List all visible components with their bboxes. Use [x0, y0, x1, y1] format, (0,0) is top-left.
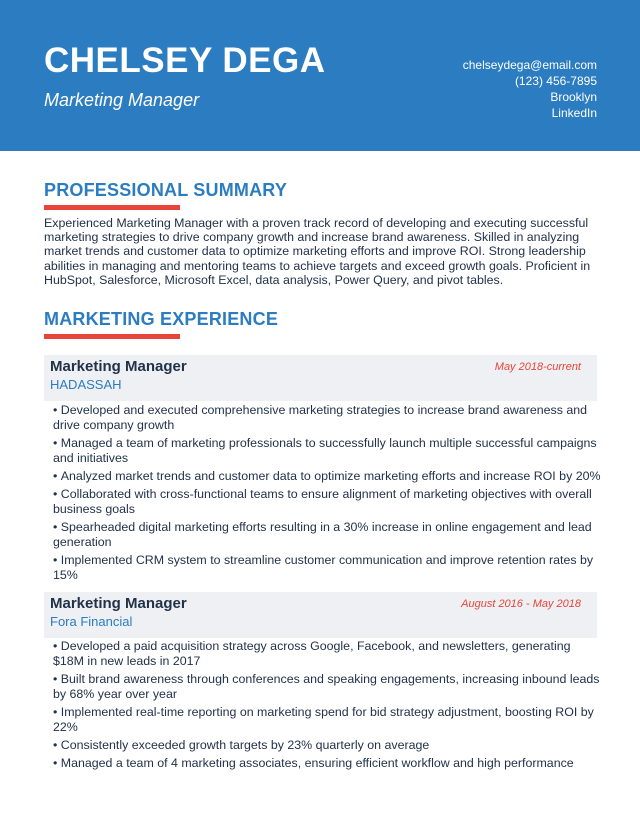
job-bullet: • Collaborated with cross-functional teams to ensure alignment of marketing objectives with overall business goals — [53, 487, 603, 517]
resume-header — [0, 0, 640, 151]
contact-location: Brooklyn — [550, 90, 597, 104]
job-bullet: • Managed a team of 4 marketing associates, ensuring efficient workflow and high performance — [53, 756, 603, 771]
candidate-name: CHELSEY DEGA — [44, 41, 326, 80]
job-bullets — [53, 403, 603, 586]
job-bullet: • Developed and executed comprehensive marketing strategies to increase brand awareness and drive company growth — [53, 403, 603, 433]
contact-phone: (123) 456-7895 — [514, 74, 597, 88]
job-header — [44, 355, 597, 401]
contact-linkedin: LinkedIn — [551, 106, 597, 120]
job-bullet: • Built brand awareness through conferences and speaking engagements, increasing inbound leads by 68% year over year — [53, 672, 603, 702]
summary-text: Experienced Marketing Manager with a proven track record of developing and executing successful marketing strategies to drive company growth and increase brand awareness. Skilled in analyzing market trends and customer data to optimize marketing efforts and improve ROI. Strong leadership abilities in managing and mentoring teams to achieve targets and exceed growth goals. Proficient in HubSpot, Salesforce, Microsoft Excel, data analysis, Power Query, and pivot tables. — [44, 216, 591, 287]
job-bullet: • Implemented real-time reporting on marketing spend for bid strategy adjustment, boosting ROI by 22% — [53, 705, 603, 735]
experience-heading: MARKETING EXPERIENCE — [44, 309, 279, 329]
summary-underline — [44, 205, 180, 210]
candidate-title: Marketing Manager — [44, 90, 200, 110]
contact-block — [463, 57, 597, 121]
job-dates: May 2018-current — [494, 361, 581, 373]
job-dates: August 2016 - May 2018 — [461, 598, 581, 610]
job-role: Marketing Manager — [50, 595, 187, 612]
job-bullets — [53, 639, 603, 774]
summary-heading: PROFESSIONAL SUMMARY — [44, 180, 288, 200]
job-role: Marketing Manager — [50, 358, 187, 375]
job-bullet: • Implemented CRM system to streamline customer communication and improve retention rates by 15% — [53, 553, 603, 583]
contact-email: chelseydega@email.com — [462, 58, 597, 72]
job-bullet: • Spearheaded digital marketing efforts resulting in a 30% increase in online engagement and lead generation — [53, 520, 603, 550]
experience-underline — [44, 334, 180, 339]
job-bullet: • Analyzed market trends and customer data to optimize marketing efforts and increase ROI by 20% — [53, 469, 603, 484]
job-header — [44, 592, 597, 638]
job-company: HADASSAH — [50, 377, 122, 392]
job-company: Fora Financial — [50, 614, 133, 629]
job-bullet: • Consistently exceeded growth targets by 23% quarterly on average — [53, 738, 603, 753]
job-bullet: • Developed a paid acquisition strategy across Google, Facebook, and newsletters, generating $18M in new leads in 2017 — [53, 639, 603, 669]
job-bullet: • Managed a team of marketing professionals to successfully launch multiple successful campaigns and initiatives — [53, 436, 603, 466]
